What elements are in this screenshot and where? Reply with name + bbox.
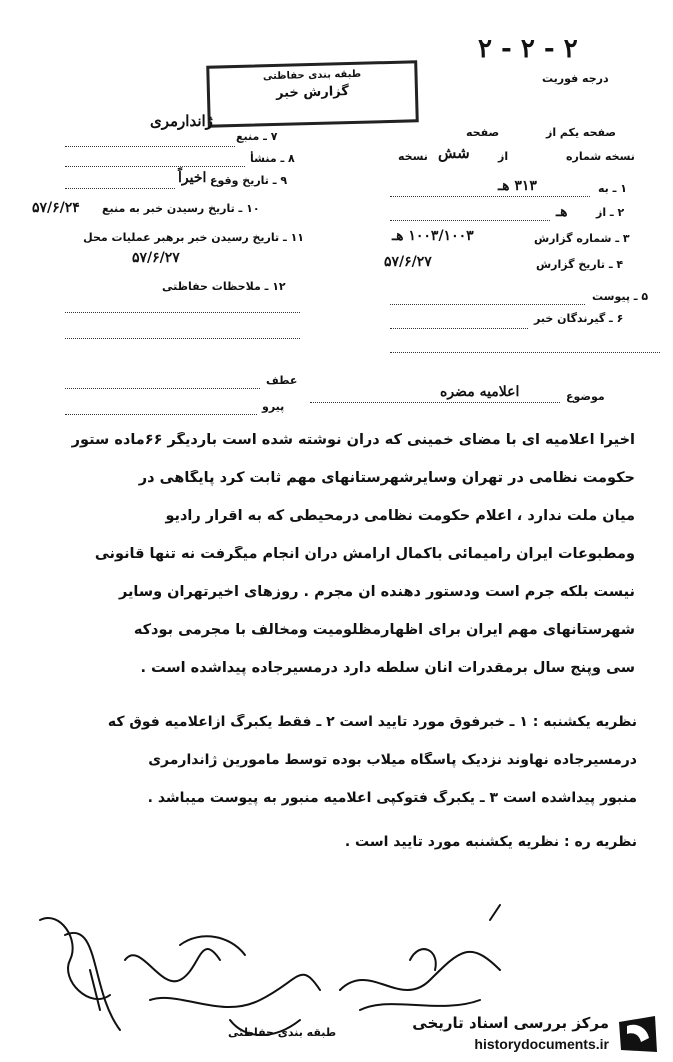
field-3-value: ۱۰۰۳/۱۰۰۳ هـ: [392, 228, 474, 244]
atf-label: عطف: [266, 374, 298, 387]
pirou-line: [65, 414, 257, 415]
event-date-label: ۹ ـ تاریخ وقوع: [210, 174, 288, 187]
classification-stamp: [206, 60, 419, 128]
field-3-label: ۳ ـ شماره گزارش: [534, 232, 630, 245]
copy-suffix: نسخه: [398, 150, 428, 163]
body-line-2: حکومت نظامی در تهران وسایرشهرستانهای مهم ثابت کرد پایگاهی در: [138, 470, 635, 486]
field-4-value: ۵۷/۶/۲۷: [384, 254, 432, 270]
stamp-title: گزارش خبر: [275, 84, 350, 101]
field-1-line: [390, 196, 590, 197]
footer-stamp-class: طبقه بندی حفاظتی: [228, 1026, 337, 1039]
body-line-4: ومطبوعات ایران رامیمائی باکمال آرامش درآن انجام میگرفت نه تنها قانونی: [94, 546, 635, 562]
copy-label: نسخه شماره: [566, 150, 635, 163]
note-line-1: نظریه یکشنبه : ۱ ـ خبرفوق مورد تایید است ۲ ـ فقط یکبرگ ازاعلامیه فوق که: [107, 714, 637, 730]
source-label: ۷ ـ منبع: [236, 130, 278, 143]
receipt-ops-value: ۵۷/۶/۲۷: [132, 250, 180, 266]
page-label: صفحه یکم از: [546, 126, 617, 139]
note-line-4: نظریه ره : نظریه یکشنبه مورد تایید است .: [344, 834, 637, 850]
atf-line: [65, 388, 260, 389]
copy-value: شش: [438, 144, 470, 162]
field-6-line: [390, 328, 528, 329]
notes-label: ۱۲ ـ ملاحظات حفاظتی: [162, 280, 286, 293]
field-2-value: هـ: [556, 204, 568, 220]
field-6-line-2: [390, 352, 660, 353]
subject-line: [310, 402, 560, 403]
notes-line-2: [65, 338, 300, 339]
copy-mid: از: [498, 150, 509, 163]
note-line-2: درمسیرجاده نهاوند نزدیک پاسگاه میلاب بوده توسط مامورین ژاندارمری: [148, 752, 637, 768]
handwritten-code: ۲ - ۲ - ۲: [478, 34, 578, 64]
field-2-line: [390, 220, 550, 221]
body-line-6: شهرستانهای مهم ایران برای اظهارمظلومیت ومخالف با مجرمی بودکه: [133, 622, 635, 638]
origin-label: ۸ ـ منشأ: [250, 152, 295, 165]
page-suffix: صفحه: [466, 126, 500, 139]
handwritten-signature-center: [330, 900, 510, 1020]
receipt-source-label: ۱۰ ـ تاریخ رسیدن خبر به منبع: [102, 202, 260, 215]
field-1-value: ۳۱۳ هـ: [498, 178, 537, 194]
body-line-7: سی وپنج سال برمقدرات آنان سلطه دارد درمسیرجاده پیداشده است .: [140, 660, 635, 676]
archive-name: مرکز بررسی اسناد تاریخی: [412, 1014, 609, 1032]
subject-label: موضوع: [566, 390, 605, 403]
archive-logo: [333, 1010, 663, 1058]
archive-url: historydocuments.ir: [474, 1036, 609, 1052]
note-line-3: منبور پیداشده است ۳ ـ یکبرگ فتوکپی اعلامیه منبور به پیوست میباشد .: [147, 790, 637, 806]
origin-line: [65, 166, 245, 167]
source-line: [65, 146, 235, 147]
event-date-value: اخیراً: [178, 170, 207, 186]
priority-label: درجه فوریت: [542, 72, 609, 85]
field-5-line: [390, 304, 585, 305]
body-line-1: اخیراً اعلامیه ای با مضای خمینی که درآن نوشته شده است باردیگر ۶۶ماده ستور: [71, 432, 635, 448]
pirou-label: پیرو: [262, 400, 285, 413]
body-line-5: نیست بلکه جرم است ودستور دهنده آن مجرم . روزهای اخیرتهران وسایر: [118, 584, 635, 600]
field-6-label: ۶ ـ گیرندگان خبر: [534, 312, 624, 325]
field-2-label: ۲ ـ از: [596, 206, 625, 219]
body-line-3: میان ملت ندارد ، اعلام حکومت نظامی درمحیطی که به اقرار رادیو: [165, 508, 635, 524]
field-5-label: ۵ ـ پیوست: [592, 290, 649, 303]
subject-value: اعلامیه مضره: [440, 384, 520, 400]
notes-line-1: [65, 312, 300, 313]
field-4-label: ۴ ـ تاریخ گزارش: [536, 258, 624, 271]
stamp-class-label: طبقه بندی حفاظتی: [262, 68, 362, 83]
receipt-ops-label: ۱۱ ـ تاریخ رسیدن خبر برهبر عملیات محل: [83, 231, 304, 244]
archive-emblem-icon: [615, 1012, 661, 1056]
event-date-line: [65, 188, 175, 189]
field-1-label: ۱ ـ به: [598, 182, 627, 195]
source-value: ژاندارمری: [150, 112, 213, 130]
receipt-source-value: ۵۷/۶/۲۴: [32, 200, 80, 216]
